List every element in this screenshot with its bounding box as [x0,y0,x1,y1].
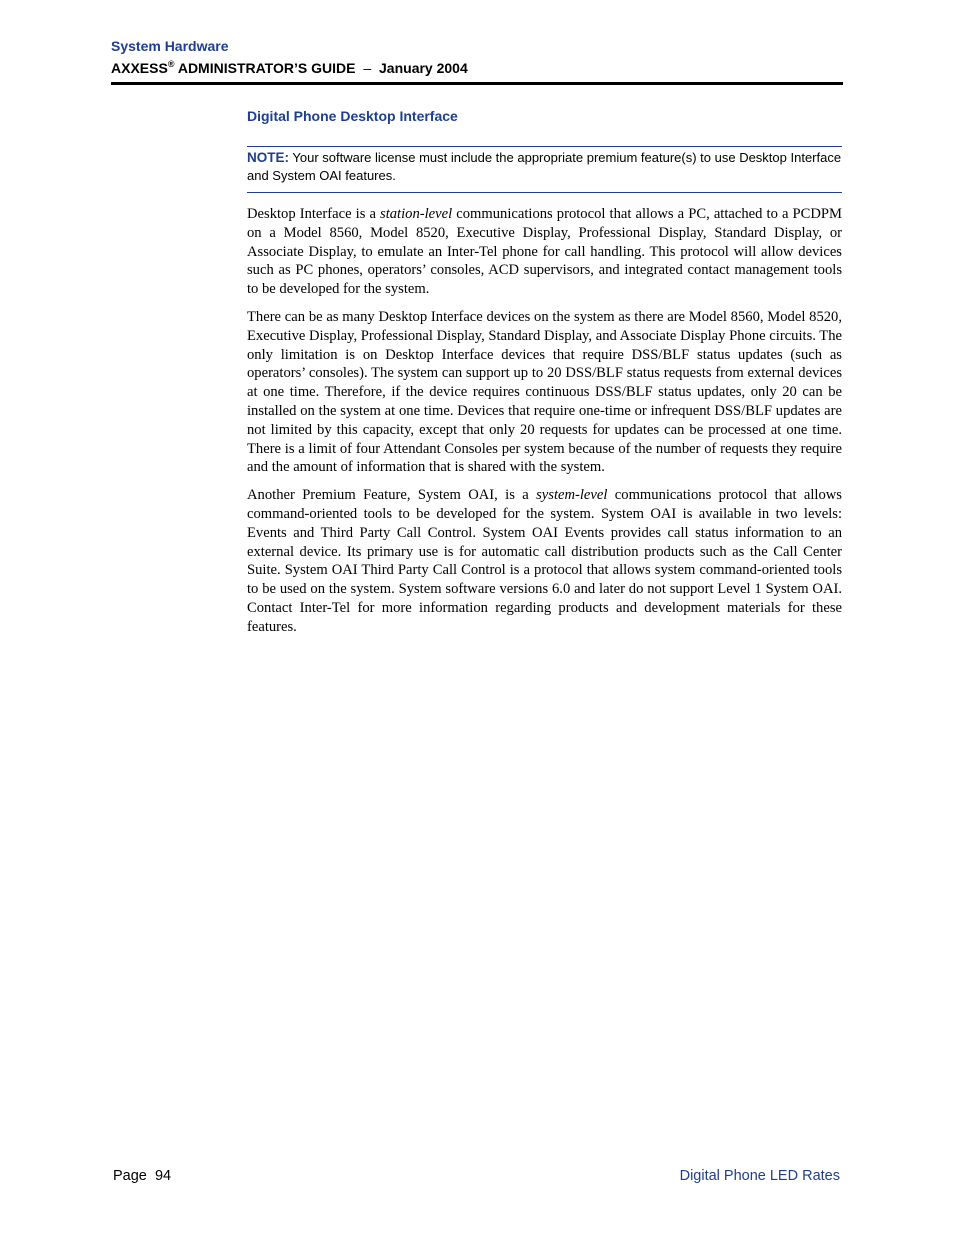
paragraph-3-text-b: communications protocol that allows command-oriented tools to be developed for the system. System OAI is available in two levels: Events and Third Party Call Control. System OAI Events provides call status information to an external device. Its primary use is for automatic call distribution products such as the Call Center Suite. System OAI Third Party Call Control is a protocol that allows system command-oriented tools to be used on the system. System software versions 6.0 and later do not support Level 1 System OAI. Contact Inter-Tel for more information regarding products and development materials for these features. [247,487,842,635]
note-box [247,146,842,193]
running-header-section: System Hardware [111,38,229,54]
paragraph-2-text: There can be as many Desktop Interface devices on the system as there are Model 8560, Model 8520, Executive Display, Professional Display, Standard Display, and Associate Display Phone circuits. The only limitation is on Desktop Interface devices that require DSS/BLF status updates (such as operators’ consoles). The system can support up to 20 DSS/BLF status requests from external devices at one time. Therefore, if the device requires continuous DSS/BLF status updates, only 20 can be installed on the system at one time. Devices that require one-time or infrequent DSS/BLF updates are not limited by this capacity, except that only 20 requests for updates can be processed at one time. There is a limit of four Attendant Consoles per system because of the number of requests they require and the amount of information that is shared with the system. [247,308,842,476]
running-header-title [111,60,468,76]
guide-name: ADMINISTRATOR’S GUIDE [177,60,356,76]
header-rule [111,82,843,85]
header-separator: – [363,60,372,76]
note-text: Your software license must include the appropriate premium feature(s) to use Desktop Interface and System OAI features. [247,150,842,183]
paragraph-3-emphasis: system-level [536,487,608,504]
paragraph-1-emphasis: station-level [380,206,453,222]
product-name: AXXESS [111,60,168,76]
paragraph-1-text-a: Desktop Interface is a [247,206,381,222]
registered-mark: ® [167,59,175,69]
page-number-value: 94 [154,1168,172,1184]
body-text [247,205,842,646]
note-label: NOTE: [247,150,289,165]
paragraph-device-limits [247,308,842,477]
footer-chapter-link[interactable]: Digital Phone LED Rates [679,1168,840,1184]
paragraph-system-oai [247,486,842,636]
paragraph-1-text-b: communications protocol that allows a PC, attached to a PCDPM on a Model 8560, Model 8520, Executive Display, Professional Display, Standard Display, or Associate Display, to emulate an Inter-Tel phone for call handling. This protocol will allow devices such as PC phones, operators’ consoles, ACD supervisors, and integrated contact management tools to be developed for the system. [247,206,842,298]
page-number [113,1168,171,1184]
header-date: January 2004 [379,60,468,76]
page-label: Page [113,1168,147,1184]
paragraph-desktop-interface [247,205,842,299]
paragraph-3-text-a: Another Premium Feature, System OAI, is a [247,487,537,504]
section-heading: Digital Phone Desktop Interface [247,108,458,124]
